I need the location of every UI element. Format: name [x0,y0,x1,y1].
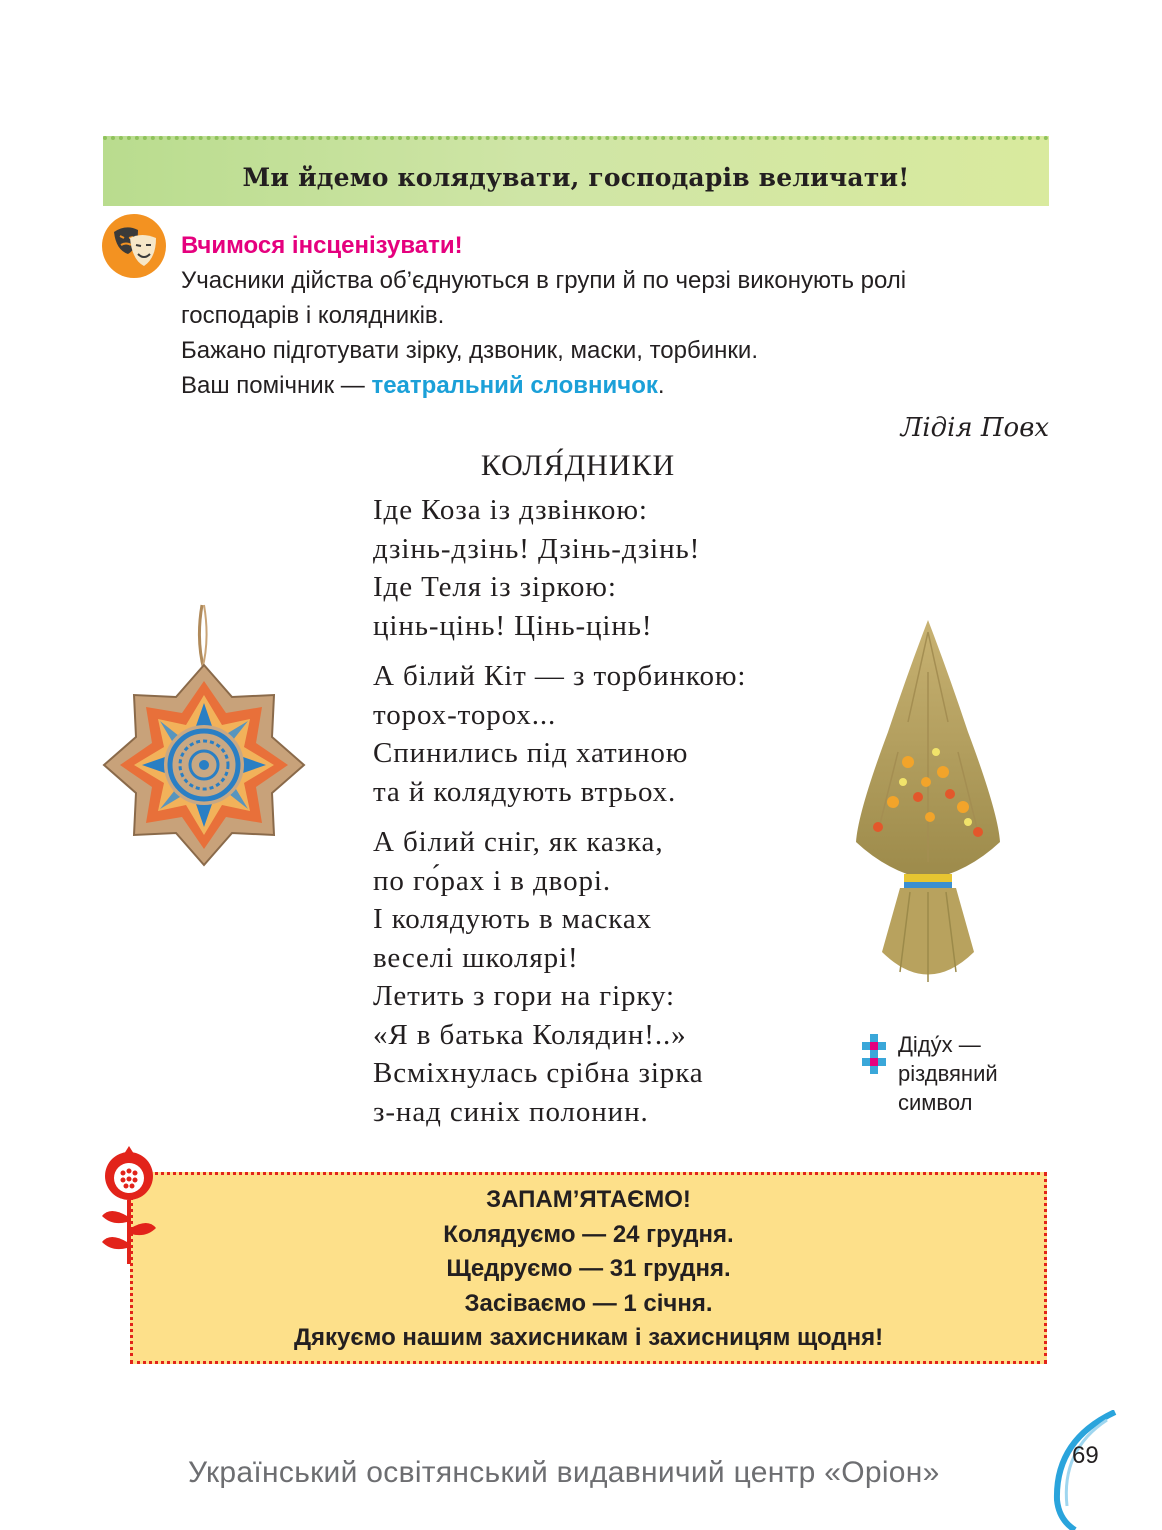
poem-line: веселі школярі! [373,941,579,974]
publisher-name: Український освітянський видавничий центр «Оріон» [188,1456,940,1489]
poem-text [373,491,843,1143]
poem-line: А білий сніг, як казка, [373,826,664,858]
intro-heading: Вчимося інсценізувати! [181,232,463,259]
intro-line: господарів і колядників. [181,302,445,329]
poem-stanza [373,657,843,811]
poem-line: дзінь-дзінь! Дзінь-дзінь! [373,532,701,565]
memo-title: ЗАПАМ’ЯТАЄМО! [486,1186,691,1213]
poem-author: Лідія Повх [900,413,1049,443]
intro-suffix: . [657,372,665,399]
poem-line: І колядують в масках [373,903,652,935]
intro-prefix: Ваш помічник — [181,372,372,399]
memo-box [130,1172,1047,1364]
theatre-dictionary-link[interactable]: театральний словничок [371,372,658,399]
poem-line: цінь-цінь! Цінь-цінь! [373,609,653,642]
caption-line: Діду́х — [898,1032,981,1057]
poem-line: Іде Теля із зіркою: [373,571,617,603]
poem-line: Летить з гори на гірку: [373,980,675,1012]
intro-line: Учасники дійства об’єднуються в групи й по черзі виконують ролі [181,267,907,294]
poem-line: Спинились під хатиною [373,737,689,769]
poem-line: торох-торох... [373,698,557,731]
poem-line: з-над синіх полонин. [373,1095,649,1128]
memo-line: Засіваємо — 1 січня. [464,1289,713,1317]
caption-line: різдвяний [898,1061,998,1086]
didukh-image [848,612,1008,997]
theatre-masks-icon [102,214,166,278]
page-number: 69 [1072,1442,1099,1469]
memo-line: Щедруємо — 31 грудня. [446,1255,731,1282]
didukh-caption [898,1030,1048,1117]
christmas-star-ornament-image [100,600,310,875]
embroidery-cross-icon [859,1034,889,1082]
poem-line: Іде Коза із дзвінкою: [373,494,648,526]
intro-block [181,228,1071,403]
intro-line [181,368,1071,403]
poem-stanza [373,491,843,645]
page-corner-arc [1045,1410,1162,1530]
poem-line: та й колядують втрьох. [373,775,677,808]
pomegranate-flower-icon [98,1146,160,1266]
poem-line: Всміхнулась срібна зірка [373,1057,704,1089]
poem-line: по го́рах і в дворі. [373,864,611,897]
section-title: Ми йдемо колядувати, господарів величати! [242,163,910,192]
poem-stanza [373,823,843,1131]
section-banner [103,136,1049,206]
poem-title: КОЛЯ́ДНИКИ [480,449,676,482]
intro-line: Бажано підготувати зірку, дзвоник, маски, торбинки. [181,337,758,364]
memo-line: Колядуємо — 24 грудня. [443,1220,734,1248]
caption-line: символ [898,1090,973,1115]
poem-line: А білий Кіт — з торбинкою: [373,660,747,692]
memo-line: Дякуємо нашим захисникам і захисницям щодня! [293,1324,884,1351]
poem-line: «Я в батька Колядин!..» [373,1018,687,1051]
